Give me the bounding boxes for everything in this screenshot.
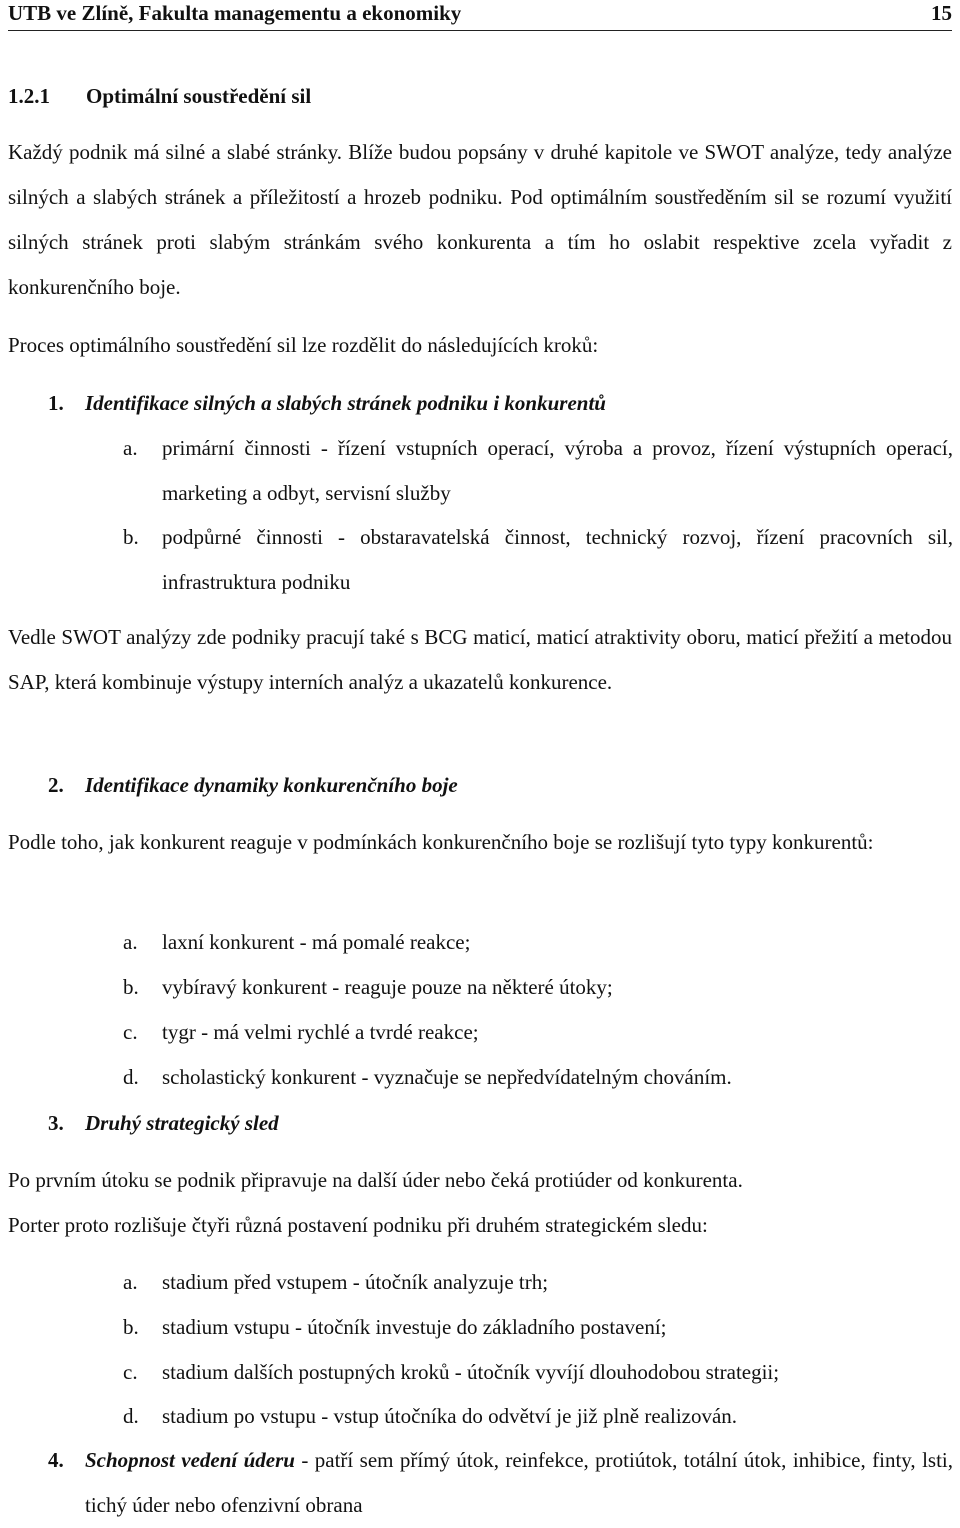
step-4-title: Schopnost vedení úderu	[85, 1448, 295, 1472]
step-3-item-d	[123, 1394, 953, 1439]
item-label: b.	[123, 1315, 139, 1339]
paragraph-dynamics: Podle toho, jak konkurent reaguje v podmínkách konkurenčního boje se rozlišují tyto typy konkurentů:	[8, 830, 874, 854]
step-1-title: Identifikace silných a slabých stránek podniku i konkurentů	[85, 391, 606, 415]
step-1-item-b	[123, 515, 953, 605]
step-2-title: Identifikace dynamiky konkurenčního boje	[85, 773, 458, 797]
step-4-number: 4.	[48, 1448, 64, 1472]
step-1-heading	[48, 388, 606, 418]
item-text: scholastický konkurent - vyznačuje se nepředvídatelným chováním.	[162, 1065, 732, 1089]
page-header	[8, 0, 952, 28]
paragraph-second: Po prvním útoku se podnik připravuje na další úder nebo čeká protiúder od konkurenta.	[8, 1168, 743, 1192]
step-1-item-a	[123, 426, 953, 516]
item-text: stadium před vstupem - útočník analyzuje trh;	[162, 1270, 549, 1294]
step-3-item-a	[123, 1260, 953, 1305]
step-2-item-a	[123, 920, 953, 965]
step-3-item-c	[123, 1350, 953, 1395]
step-3-heading	[48, 1108, 279, 1138]
item-text: stadium po vstupu - vstup útočníka do odvětví je již plně realizován.	[162, 1404, 738, 1428]
item-label: a.	[123, 436, 138, 460]
item-label: a.	[123, 1270, 138, 1294]
step-3-number: 3.	[48, 1111, 64, 1135]
step-3-item-b	[123, 1305, 953, 1350]
item-text: vybíravý konkurent - reaguje pouze na některé útoky;	[162, 975, 613, 999]
paragraph-process: Proces optimálního soustředění sil lze rozdělit do následujících kroků:	[8, 333, 599, 357]
item-label: b.	[123, 525, 139, 549]
step-2-item-d	[123, 1055, 953, 1100]
item-text: primární činnosti - řízení vstupních operací, výroba a provoz, řízení výstupních operací, marketing a odbyt, servisní služby	[162, 436, 953, 505]
step-2-item-b	[123, 965, 953, 1010]
item-label: d.	[123, 1404, 139, 1428]
item-label: c.	[123, 1360, 138, 1384]
page-number: 15	[931, 1, 952, 25]
section-title: Optimální soustředění sil	[86, 84, 312, 108]
step-1-number: 1.	[48, 391, 64, 415]
paragraph-intro: Každý podnik má silné a slabé stránky. Blíže budou popsány v druhé kapitole ve SWOT analýze, tedy analýze silných a slabých stránek a příležitostí a hrozeb podniku. Pod optimálním soustředěním sil se rozumí využití silných stránek proti slabým stránkám svého konkurenta a tím ho oslabit respektive zcela vyřadit z konkurenčního boje.	[8, 140, 952, 299]
header-rule	[8, 30, 952, 31]
item-label: a.	[123, 930, 138, 954]
paragraph-swot: Vedle SWOT analýzy zde podniky pracují také s BCG maticí, maticí atraktivity oboru, maticí přežití a metodou SAP, která kombinuje výstupy interních analýz a ukazatelů konkurence.	[8, 625, 952, 694]
item-label: b.	[123, 975, 139, 999]
step-2-number: 2.	[48, 773, 64, 797]
item-text: laxní konkurent - má pomalé reakce;	[162, 930, 471, 954]
item-text: podpůrné činnosti - obstaravatelská činnost, technický rozvoj, řízení pracovních sil, infrastruktura podniku	[162, 525, 953, 594]
item-text: stadium vstupu - útočník investuje do základního postavení;	[162, 1315, 667, 1339]
item-text: stadium dalších postupných kroků - útočník vyvíjí dlouhodobou strategii;	[162, 1360, 780, 1384]
item-label: d.	[123, 1065, 139, 1089]
section-number: 1.2.1	[8, 84, 50, 108]
step-2-item-c	[123, 1010, 953, 1055]
step-4-body	[85, 1438, 953, 1528]
header-title: UTB ve Zlíně, Fakulta managementu a ekonomiky	[8, 1, 462, 25]
step-2-heading	[48, 770, 458, 800]
paragraph-porter: Porter proto rozlišuje čtyři různá postavení podniku při druhém strategickém sledu:	[8, 1213, 708, 1237]
step-4-text: - patří sem přímý útok, reinfekce, protiútok, totální útok, inhibice, finty, lsti, tichý úder nebo ofenzivní obrana	[85, 1448, 953, 1517]
item-label: c.	[123, 1020, 138, 1044]
item-text: tygr - má velmi rychlé a tvrdé reakce;	[162, 1020, 479, 1044]
step-3-title: Druhý strategický sled	[85, 1111, 279, 1135]
section-heading	[8, 81, 311, 111]
step-4	[48, 1438, 953, 1528]
